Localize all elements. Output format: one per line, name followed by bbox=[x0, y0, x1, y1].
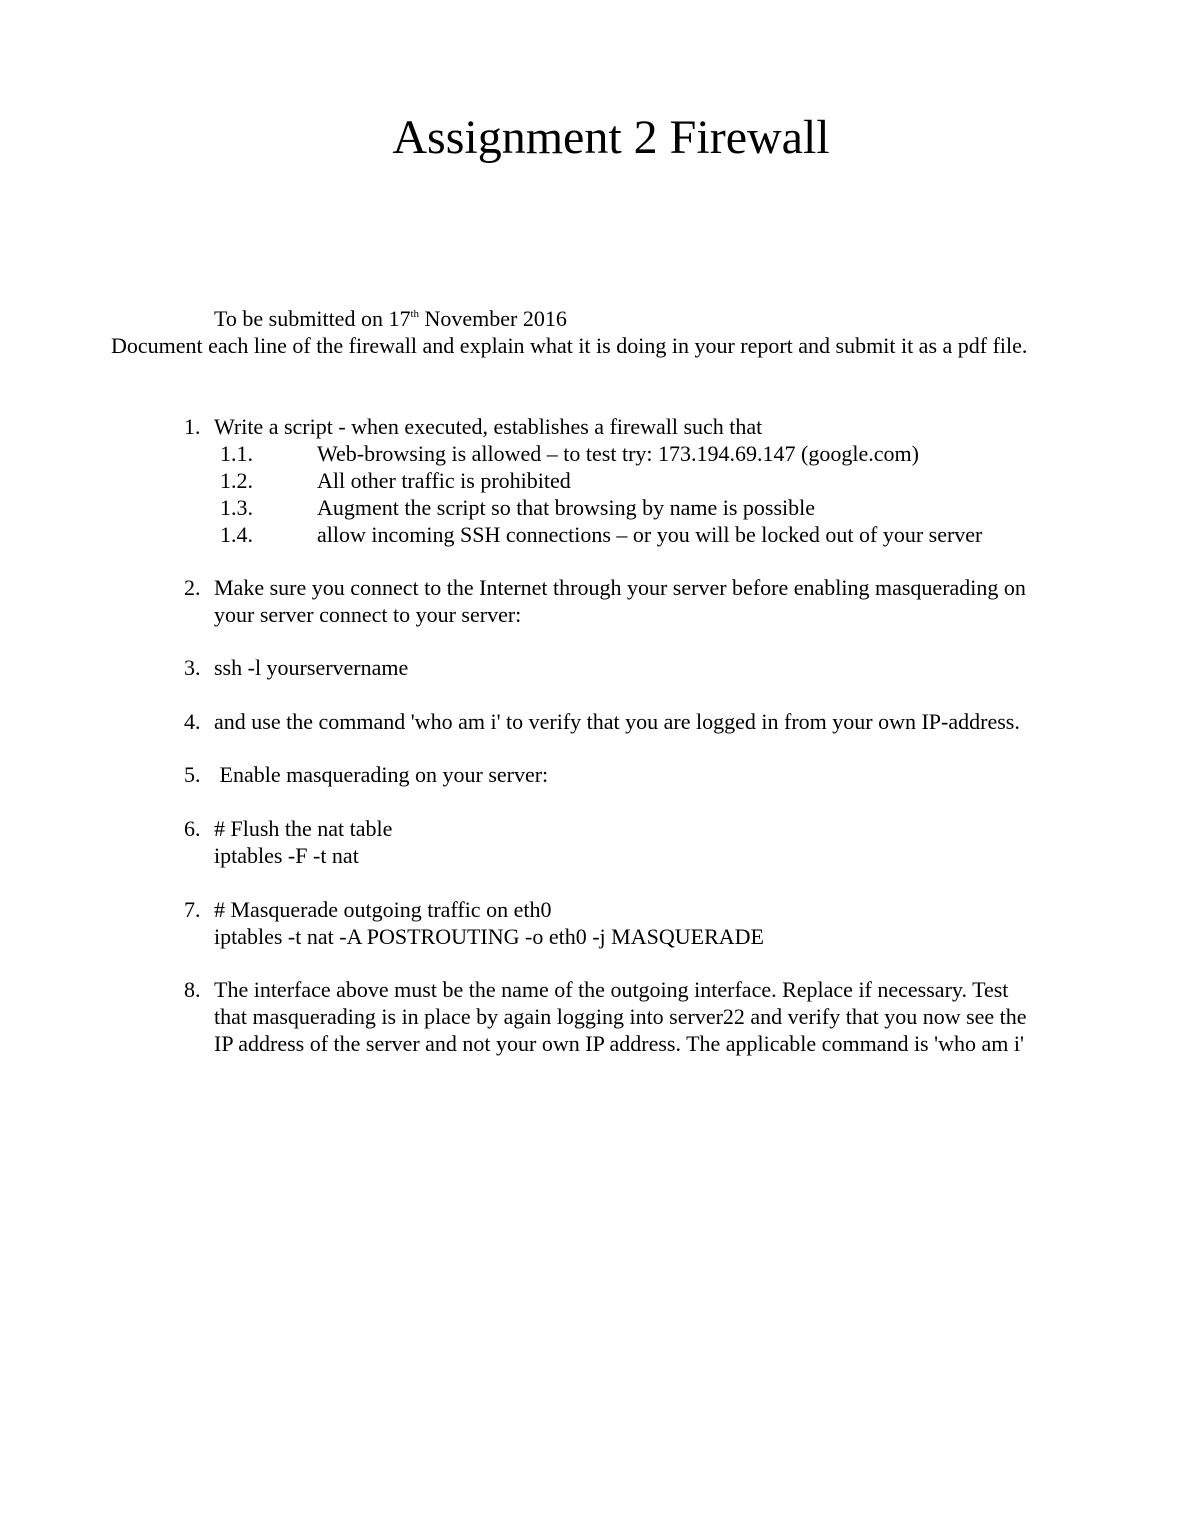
list-item-line: that masquerading is in place by again logging into server22 and verify that you now see the bbox=[214, 1004, 1027, 1029]
list-item-text bbox=[214, 976, 1084, 1057]
list-item-line: IP address of the server and not your own IP address. The applicable command is 'who am i' bbox=[214, 1031, 1024, 1056]
sublist-item-1-3 bbox=[184, 494, 1084, 521]
list-item-1 bbox=[184, 413, 1084, 548]
list-item-text bbox=[214, 815, 1084, 869]
list-item-line: iptables -F -t nat bbox=[214, 843, 359, 868]
sublist-item-number: 1.3. bbox=[220, 495, 253, 520]
list-item-line: iptables -t nat -A POSTROUTING -o eth0 -j MASQUERADE bbox=[214, 924, 764, 949]
list-item-line: your server connect to your server: bbox=[214, 602, 522, 627]
sublist-item-1-4 bbox=[184, 521, 1084, 548]
list-item-text: ssh -l yourservername bbox=[214, 655, 409, 680]
list-item-line: # Masquerade outgoing traffic on eth0 bbox=[214, 897, 552, 922]
list-item-number: 5. bbox=[184, 762, 201, 787]
list-item-text bbox=[214, 574, 1084, 628]
list-item-line: # Flush the nat table bbox=[214, 816, 393, 841]
sublist-item-1-1 bbox=[184, 440, 1084, 467]
list-item-4 bbox=[184, 708, 1084, 735]
sublist-item-text: Web-browsing is allowed – to test try: 173.194.69.147 (google.com) bbox=[317, 441, 919, 466]
list-item-number: 1. bbox=[184, 414, 201, 439]
list-item-text: Enable masquerading on your server: bbox=[214, 762, 549, 787]
list-item-number: 8. bbox=[184, 977, 201, 1002]
list-item-7 bbox=[184, 896, 1084, 950]
sublist-item-number: 1.4. bbox=[220, 522, 253, 547]
list-item-5 bbox=[184, 761, 1084, 788]
submission-date bbox=[214, 305, 567, 332]
list-item-2 bbox=[184, 574, 1084, 628]
submission-suffix: November 2016 bbox=[419, 306, 567, 331]
list-item-text bbox=[214, 896, 1084, 950]
document-title: Assignment 2 Firewall bbox=[392, 111, 830, 164]
intro-paragraph: Document each line of the firewall and explain what it is doing in your report and submit it as a pdf file. bbox=[111, 333, 1028, 358]
submission-prefix: To be submitted on 17 bbox=[214, 306, 411, 331]
list-item-text: and use the command 'who am i' to verify that you are logged in from your own IP-address. bbox=[214, 709, 1020, 734]
list-item-number: 2. bbox=[184, 575, 201, 600]
sublist-item-1-2 bbox=[184, 467, 1084, 494]
list-item-number: 4. bbox=[184, 709, 201, 734]
list-item-line: The interface above must be the name of the outgoing interface. Replace if necessary. Test bbox=[214, 977, 1009, 1002]
list-item-number: 3. bbox=[184, 655, 201, 680]
sublist-item-text: allow incoming SSH connections – or you will be locked out of your server bbox=[317, 522, 983, 547]
sublist-item-text: Augment the script so that browsing by name is possible bbox=[317, 495, 815, 520]
list-item-6 bbox=[184, 815, 1084, 869]
list-item-8 bbox=[184, 976, 1084, 1057]
submission-superscript: th bbox=[410, 308, 420, 320]
sublist-item-number: 1.2. bbox=[220, 468, 253, 493]
list-item-3 bbox=[184, 654, 1084, 681]
sublist-item-text: All other traffic is prohibited bbox=[317, 468, 571, 493]
list-item-number: 6. bbox=[184, 816, 201, 841]
list-item-number: 7. bbox=[184, 897, 201, 922]
list-item-line: Make sure you connect to the Internet through your server before enabling masquerading on bbox=[214, 575, 1026, 600]
list-item-text: Write a script - when executed, establishes a firewall such that bbox=[214, 414, 763, 439]
sublist-item-number: 1.1. bbox=[220, 441, 253, 466]
